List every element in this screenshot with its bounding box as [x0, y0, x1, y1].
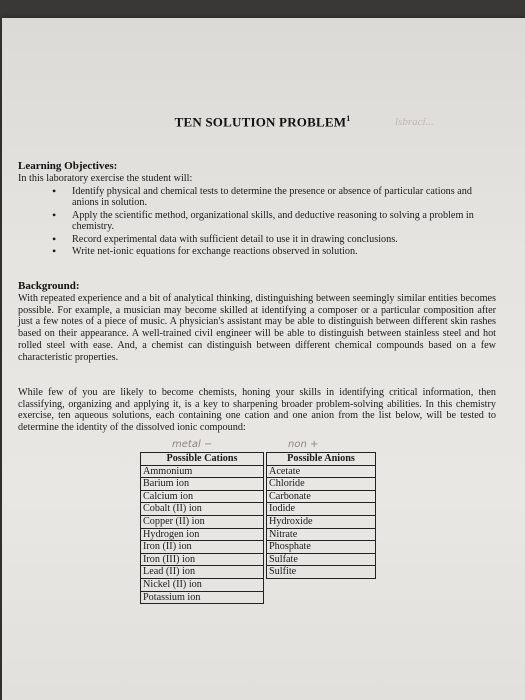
cation-cell: Barium ion	[141, 478, 264, 491]
anion-cell: Acetate	[267, 465, 376, 478]
cation-cell: Nickel (II) ion	[141, 578, 264, 591]
objectives-heading: Learning Objectives:	[18, 160, 118, 172]
title-footnote-mark: 1	[346, 114, 351, 123]
table-row	[141, 591, 376, 604]
table-row	[141, 503, 376, 516]
table-row	[141, 566, 376, 579]
table-row	[141, 553, 376, 566]
background-paragraph-2: While few of you are likely to become chemists, honing your skills in identifying critical information, then classifying, organizing and applying it, is a key to sharpening broader problem-solving abilities. In this chemistry exercise, ten aqueous solutions, each containing one cation and one anion from the list below, will be tested to determine the identity of the dissolved ionic compound:	[18, 387, 496, 434]
objective-item: • Record experimental data with sufficient detail to use it in drawing conclusions.	[52, 234, 492, 245]
anion-cell: Sulfate	[267, 553, 376, 566]
table-row	[141, 490, 376, 503]
page-title: TEN SOLUTION PROBLEM$^1$	[174, 114, 351, 130]
cation-cell: Copper (II) ion	[141, 515, 264, 528]
handwritten-note-metal: metal −	[172, 439, 213, 450]
bleed-through-text: lsbraci...	[395, 116, 434, 128]
anion-cell: Nitrate	[267, 528, 376, 541]
objective-item: • Apply the scientific method, organizational skills, and deductive reasoning to solving a problem in chemistry.	[52, 210, 492, 233]
table-row	[141, 578, 376, 591]
anion-cell: Phosphate	[267, 541, 376, 554]
anion-cell: Iodide	[267, 503, 376, 516]
table-row	[141, 528, 376, 541]
table-row	[141, 478, 376, 491]
anions-header: Possible Anions	[267, 453, 376, 466]
ions-table	[140, 452, 376, 604]
cation-cell: Iron (II) ion	[141, 541, 264, 554]
cation-cell: Calcium ion	[141, 490, 264, 503]
table-row	[141, 515, 376, 528]
anion-cell: Carbonate	[267, 490, 376, 503]
cations-header: Possible Cations	[141, 453, 264, 466]
background-paragraph-1: With repeated experience and a bit of analytical thinking, distinguishing between seemingly similar entities becomes possible. For example, a musician may become skilled at identifying a composer or a particular composition after just a few notes of a piece of music. A physician's assistant may be able to distinguish between different skin rashes based on their appearance. A well-trained civil engineer will be able to distinguish between stainless steel and hot rolled steel with ease. And, a chemist can distinguish between different chemical compounds based on a few characteristic properties.	[18, 293, 496, 363]
anion-cell: Hydroxide	[267, 515, 376, 528]
table-row	[141, 465, 376, 478]
anion-cell: Sulfite	[267, 566, 376, 579]
cation-cell: Hydrogen ion	[141, 528, 264, 541]
background-heading: Background:	[18, 280, 80, 292]
anion-cell	[267, 578, 376, 591]
objective-item: • Identify physical and chemical tests to determine the presence or absence of particular cations and anions in solution.	[52, 186, 492, 209]
objective-item: • Write net-ionic equations for exchange reactions observed in solution.	[52, 246, 492, 257]
cation-cell: Potassium ion	[141, 591, 264, 604]
anion-cell	[267, 591, 376, 604]
handwritten-note-nonmetal: non +	[288, 439, 319, 450]
table-header-row	[141, 453, 376, 466]
objectives-intro: In this laboratory exercise the student will:	[18, 173, 193, 184]
anion-cell: Chloride	[267, 478, 376, 491]
cation-cell: Cobalt (II) ion	[141, 503, 264, 516]
objectives-list	[52, 186, 492, 258]
cation-cell: Iron (III) ion	[141, 553, 264, 566]
cation-cell: Ammonium	[141, 465, 264, 478]
cation-cell: Lead (II) ion	[141, 566, 264, 579]
table-row	[141, 541, 376, 554]
